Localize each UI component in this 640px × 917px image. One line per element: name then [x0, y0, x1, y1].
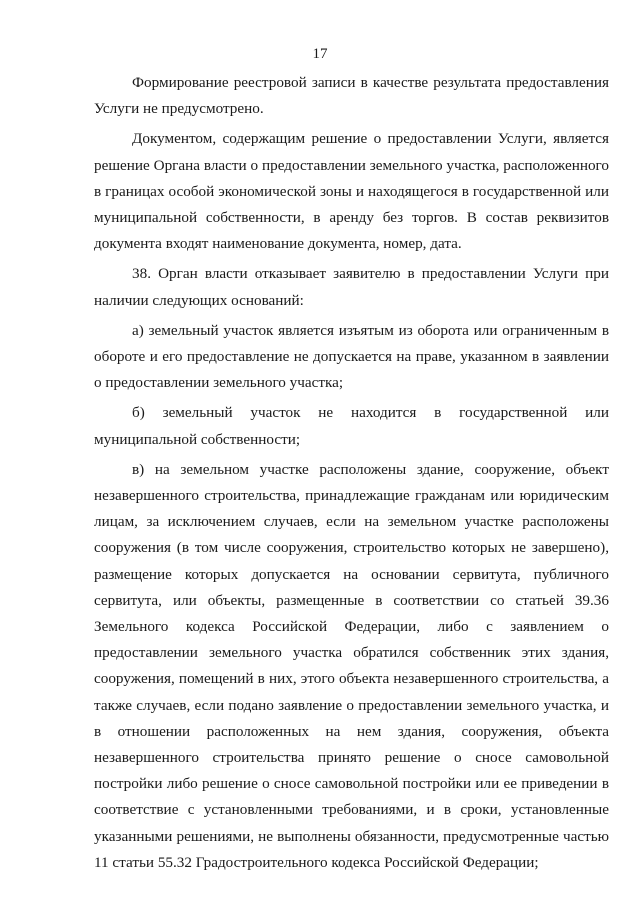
- paragraph-decision-document: Документом, содержащим решение о предоставлении Услуги, является решение Органа власти о предоставлении земельного участка, расположенного в границах особой экономической зоны и находящегося в государственной или муниципальной собственности, в аренду без торгов. В состав реквизитов документа входят наименование документа, номер, дата.: [94, 130, 609, 253]
- paragraph-item-b: б) земельный участок не находится в государственной или муниципальной собственности;: [94, 404, 609, 448]
- paragraph-item-a: а) земельный участок является изъятым из оборота или ограниченным в обороте и его предоставление не допускается на праве, указанном в заявлении о предоставлении земельного участка;: [94, 321, 609, 392]
- paragraph-registry-record: Формирование реестровой записи в качестве результата предоставления Услуги не предусмотрено.: [94, 74, 609, 118]
- page-number: 17: [312, 46, 328, 62]
- document-body: [94, 70, 609, 878]
- paragraph-refusal-grounds: 38. Орган власти отказывает заявителю в предоставлении Услуги при наличии следующих оснований:: [94, 265, 609, 309]
- paragraph-item-v: в) на земельном участке расположены здание, сооружение, объект незавершенного строительства, принадлежащие гражданам или юридическим лицам, за исключением случаев, если на земельном участке расположены сооружения (в том числе сооружения, строительство которых не завершено), размещение которых допускается на основании сервитута, публичного сервитута, или объекты, размещенные в соответствии со статьей 39.36 Земельного кодекса Российской Федерации, либо с заявлением о предоставлении земельного участка обратился собственник этих здания, сооружения, помещений в них, этого объекта незавершенного строительства, а также случаев, если подано заявление о предоставлении земельного участка, и в отношении расположенных на нем здания, сооружения, объекта незавершенного строительства принято решение о сносе самовольной постройки либо решение о сносе самовольной постройки или ее приведении в соответствие с установленными требованиями, и в сроки, установленные указанными решениями, не выполнены обязанности, предусмотренные частью 11 статьи 55.32 Градостроительного кодекса Российской Федерации;: [94, 460, 609, 871]
